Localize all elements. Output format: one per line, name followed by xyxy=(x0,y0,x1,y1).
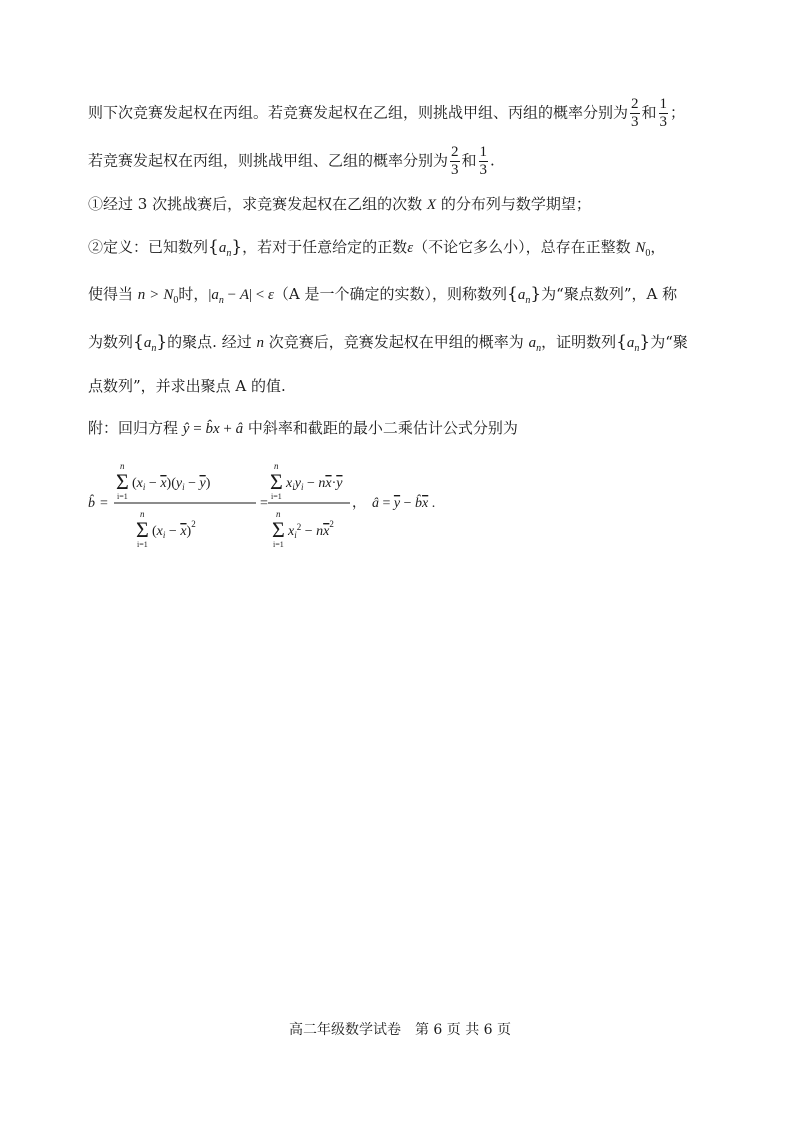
fraction-one-third: $\frac{1}{3}$ xyxy=(659,96,668,130)
text-segment: 点数列”，并求出聚点 A 的值. xyxy=(88,377,286,395)
least-squares-formula xyxy=(88,455,488,550)
text-segment: 为“聚点数列”，A 称 xyxy=(541,285,678,303)
svg-text:Σ: Σ xyxy=(116,469,129,494)
text-segment: 中斜率和截距的最小二乘估计公式分别为 xyxy=(247,419,518,437)
paragraph-line-7 xyxy=(88,376,286,396)
svg-text:i=1: i=1 xyxy=(117,492,128,501)
text-segment: 为数列 xyxy=(88,333,134,351)
text-semicolon: ； xyxy=(670,103,686,122)
svg-text:，: ， xyxy=(352,496,366,511)
text-segment: 次竞赛后，竞赛发起权在甲组的概率为 xyxy=(268,333,524,351)
math-var-x: X xyxy=(426,197,437,213)
svg-text:n: n xyxy=(276,509,281,519)
svg-text:=: = xyxy=(260,496,268,511)
svg-text:b̂: b̂ xyxy=(88,496,95,511)
text-segment: （A 是一个确定的实数），则称数列 xyxy=(273,285,508,303)
svg-text:Σ: Σ xyxy=(136,517,149,542)
text-period: . xyxy=(490,151,495,170)
fraction-two-thirds: $\frac{2}{3}$ xyxy=(451,144,459,178)
text-segment: 则下次竞赛发起权在丙组。若竞赛发起权在乙组，则挑战甲组、丙组的概率分别为 xyxy=(88,103,629,122)
paragraph-line-2 xyxy=(88,144,495,179)
text-segment: ②定义：已知数列 xyxy=(88,238,209,256)
svg-text:i=1: i=1 xyxy=(137,540,148,549)
fraction-two-thirds: $\frac{2}{3}$ xyxy=(631,96,639,130)
svg-text:xiyi − nx·y: $x_iy_i - nx\cdot y$ xyxy=(286,476,343,492)
text-and: 和 xyxy=(641,103,657,122)
paragraph-line-8: 附：回归方程 ŷ = b̂x + â 中斜率和截距的最小二乘估计公式分别为 xyxy=(88,419,518,437)
paragraph-line-4: ②定义：已知数列$\{a_n\}$，若对于任意给定的正数ε（不论它多么小），总存在正整数 $N_0$， xyxy=(88,237,666,259)
paragraph-line-3 xyxy=(88,194,591,215)
svg-text:n: n xyxy=(274,461,279,471)
svg-text:Σ: Σ xyxy=(270,469,283,494)
svg-text:â = y − b̂x .: â = y − b̂x . xyxy=(372,496,436,511)
text-segment: ①经过 3 次挑战赛后，求竞赛发起权在乙组的次数 xyxy=(88,195,423,213)
svg-text:n: n xyxy=(140,509,145,519)
text-segment: 的分布列与数学期望； xyxy=(440,195,591,213)
svg-text:(xi − x)2: $(x_i - x)^2$ xyxy=(152,519,196,540)
svg-text:i=1: i=1 xyxy=(271,492,282,501)
svg-text:Σ: Σ xyxy=(272,517,285,542)
svg-text:(xi − x)(yi − y): $(x_i - x)(y_i - y)$ xyxy=(132,476,211,492)
paragraph-line-5: 使得当 $n > N_0$时，$|a_n - A| < \varepsilon(A$ 是一个确定的实数），则称数列$\{a_n\}$为“聚点数列”，A 称 xyxy=(88,284,678,306)
fraction-one-third: $\frac{1}{3}$ xyxy=(479,144,488,178)
text-segment: 为“聚 xyxy=(650,333,688,351)
text-segment: 的聚点. 经过 xyxy=(167,333,252,351)
page-footer: 高二年级数学试卷 第 6 页 共 6 页 xyxy=(288,1022,512,1038)
text-segment: 使得当 xyxy=(88,285,134,303)
svg-text:i=1: i=1 xyxy=(273,540,284,549)
svg-text:xi2 − nx2: $x_i^2 - nx^2$ xyxy=(288,519,334,540)
text-segment: 附：回归方程 xyxy=(88,419,179,437)
svg-text:n: n xyxy=(120,461,125,471)
svg-text:=: = xyxy=(100,496,108,511)
text-segment: ，证明数列 xyxy=(541,333,617,351)
text-segment: （不论它多么小），总存在正整数 xyxy=(413,238,631,256)
text-and: 和 xyxy=(461,151,477,170)
paragraph-line-6: 为数列$\{a_n\}$的聚点. 经过 n 次竞赛后，竞赛发起权在甲组的概率为 $a_n$，证明数列$\{a_n\}$为“聚 xyxy=(88,332,688,354)
text-segment: ，若对于任意给定的正数 xyxy=(242,238,408,256)
paragraph-line-1 xyxy=(88,96,685,131)
text-segment: 时， xyxy=(178,285,209,303)
text-segment: 若竞赛发起权在丙组，则挑战甲组、乙组的概率分别为 xyxy=(88,151,449,170)
